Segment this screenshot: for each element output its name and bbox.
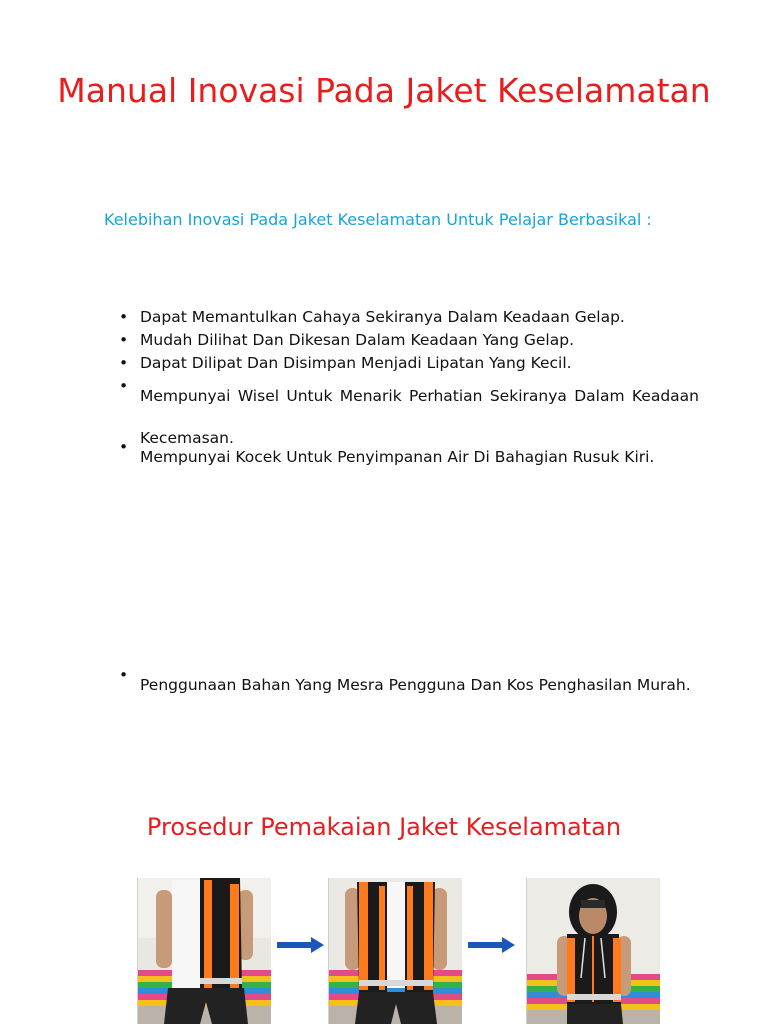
list-item: [119, 306, 699, 328]
list-item-text: Dapat Dilipat Dan Disimpan Menjadi Lipatan Yang Kecil.: [140, 354, 572, 372]
bullet-dot: •: [119, 354, 129, 372]
bullet-dot: •: [119, 666, 129, 684]
list-item-text: Dapat Memantulkan Cahaya Sekiranya Dalam Keadaan Gelap.: [140, 308, 625, 326]
procedure-title: Prosedur Pemakaian Jaket Keselamatan: [146, 813, 622, 841]
procedure-photo-step-1: [137, 878, 271, 1024]
list-item-text: Mudah Dilihat Dan Dikesan Dalam Keadaan Yang Gelap.: [140, 331, 574, 349]
arrow-right-icon: [277, 936, 325, 954]
procedure-photo-step-3: [526, 878, 660, 1024]
arrow-right-icon: [468, 936, 516, 954]
bullet-dot: •: [119, 308, 129, 326]
list-item: [119, 352, 699, 374]
page-title: Manual Inovasi Pada Jaket Keselamatan: [57, 71, 711, 110]
list-item-text: Mempunyai Wisel Untuk Menarik Perhatian Sekiranya Dalam Keadaan Kecemasan.: [140, 387, 699, 447]
photo-step-2-image: [329, 878, 462, 1024]
list-item-text: Penggunaan Bahan Yang Mesra Pengguna Dan Kos Penghasilan Murah.: [140, 676, 691, 694]
intro-paragraph: Kelebihan Inovasi Pada Jaket Keselamatan Untuk Pelajar Berbasikal :: [104, 210, 652, 229]
list-item: [119, 329, 699, 351]
photo-step-3-image: [527, 878, 660, 1024]
list-item: [119, 664, 699, 706]
bullet-dot: •: [119, 377, 129, 395]
photo-step-1-image: [138, 878, 271, 1024]
procedure-photo-step-2: [328, 878, 462, 1024]
list-item-text: Mempunyai Kocek Untuk Penyimpanan Air Di Bahagian Rusuk Kiri.: [140, 448, 655, 466]
list-item: [119, 436, 699, 478]
bullet-dot: •: [119, 331, 129, 349]
bullet-dot: •: [119, 438, 129, 456]
